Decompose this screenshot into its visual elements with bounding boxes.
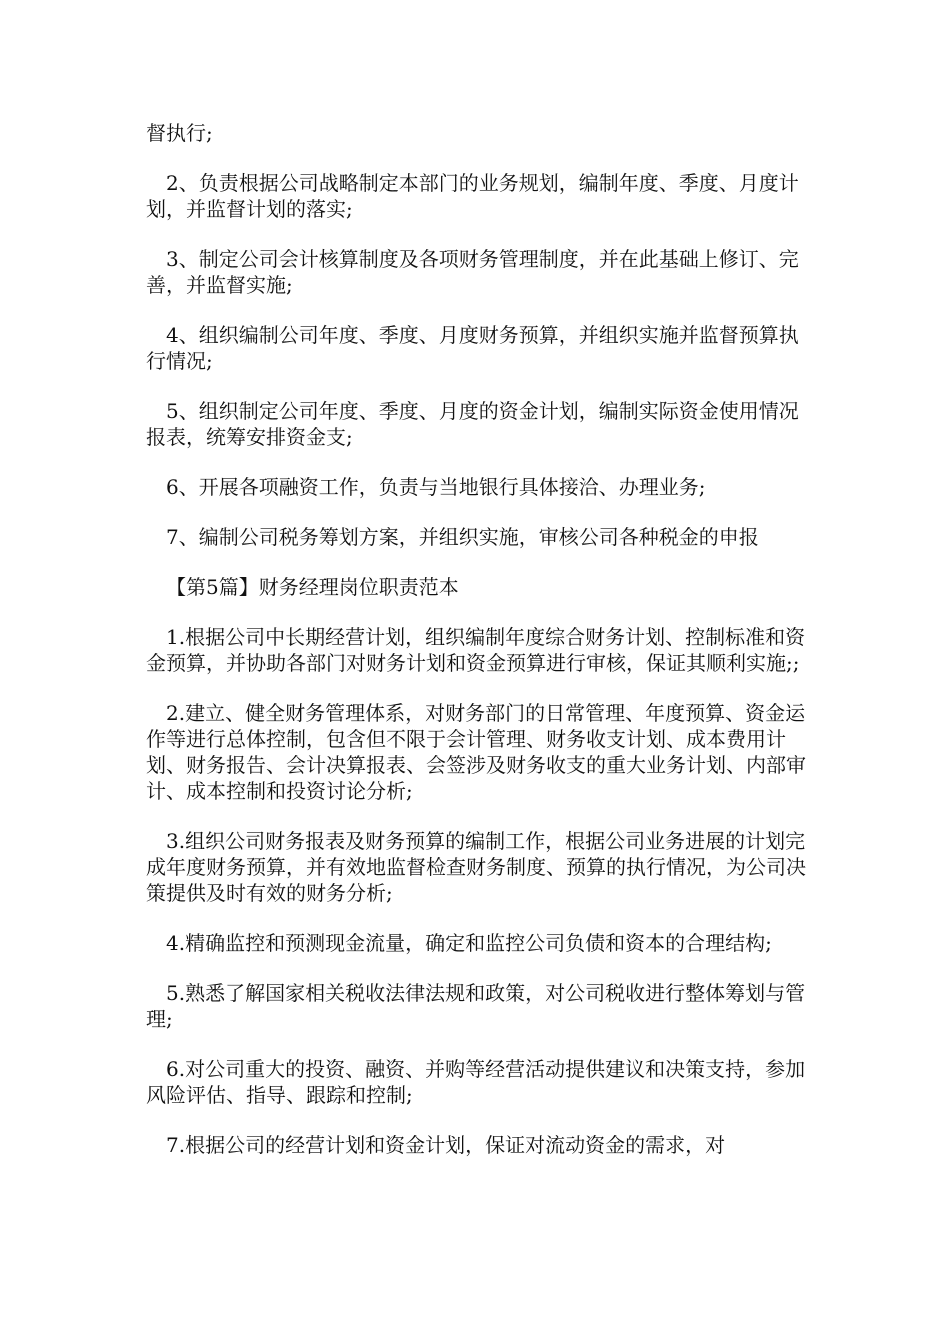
section5-item-3: 3.组织公司财务报表及财务预算的编制工作，根据公司业务进展的计划完成年度财务预算，并有效地监督检查财务制度、预算的执行情况，为公司决策提供及时有效的财务分析; (146, 829, 806, 905)
section5-item-7: 7.根据公司的经营计划和资金计划，保证对流动资金的需求，对 (166, 1133, 726, 1157)
duty-item-3: 3、制定公司会计核算制度及各项财务管理制度，并在此基础上修订、完善，并监督实施; (146, 247, 799, 297)
duty-item-6: 6、开展各项融资工作，负责与当地银行具体接洽、办理业务; (166, 475, 706, 499)
duty-item-7: 7、编制公司税务筹划方案，并组织实施，审核公司各种税金的申报 (166, 525, 759, 549)
document-page (146, 120, 816, 1182)
section5-item-2: 2.建立、健全财务管理体系，对财务部门的日常管理、年度预算、资金运作等进行总体控制，包含但不限于会计管理、财务收支计划、成本费用计划、财务报告、会计决算报表、会签涉及财务收支的重大业务计划、内部审计、成本控制和投资讨论分析; (146, 701, 806, 803)
section5-item-4: 4.精确监控和预测现金流量，确定和监控公司负债和资本的合理结构; (166, 931, 772, 955)
section5-item-1: 1.根据公司中长期经营计划，组织编制年度综合财务计划、控制标准和资金预算，并协助各部门对财务计划和资金预算进行审核，保证其顺利实施;; (146, 625, 806, 675)
paragraph-continuation: 督执行; (146, 121, 213, 145)
duty-item-2: 2、负责根据公司战略制定本部门的业务规划，编制年度、季度、月度计划，并监督计划的落实; (146, 171, 799, 221)
section5-item-5: 5.熟悉了解国家相关税收法律法规和政策，对公司税收进行整体筹划与管理; (146, 981, 806, 1031)
duty-item-4: 4、组织编制公司年度、季度、月度财务预算，并组织实施并监督预算执行情况; (146, 323, 799, 373)
section5-item-6: 6.对公司重大的投资、融资、并购等经营活动提供建议和决策支持，参加风险评估、指导、跟踪和控制; (146, 1057, 806, 1107)
section-heading: 【第5篇】财务经理岗位职责范本 (166, 575, 459, 599)
duty-item-5: 5、组织制定公司年度、季度、月度的资金计划，编制实际资金使用情况报表，统筹安排资金支; (146, 399, 799, 449)
